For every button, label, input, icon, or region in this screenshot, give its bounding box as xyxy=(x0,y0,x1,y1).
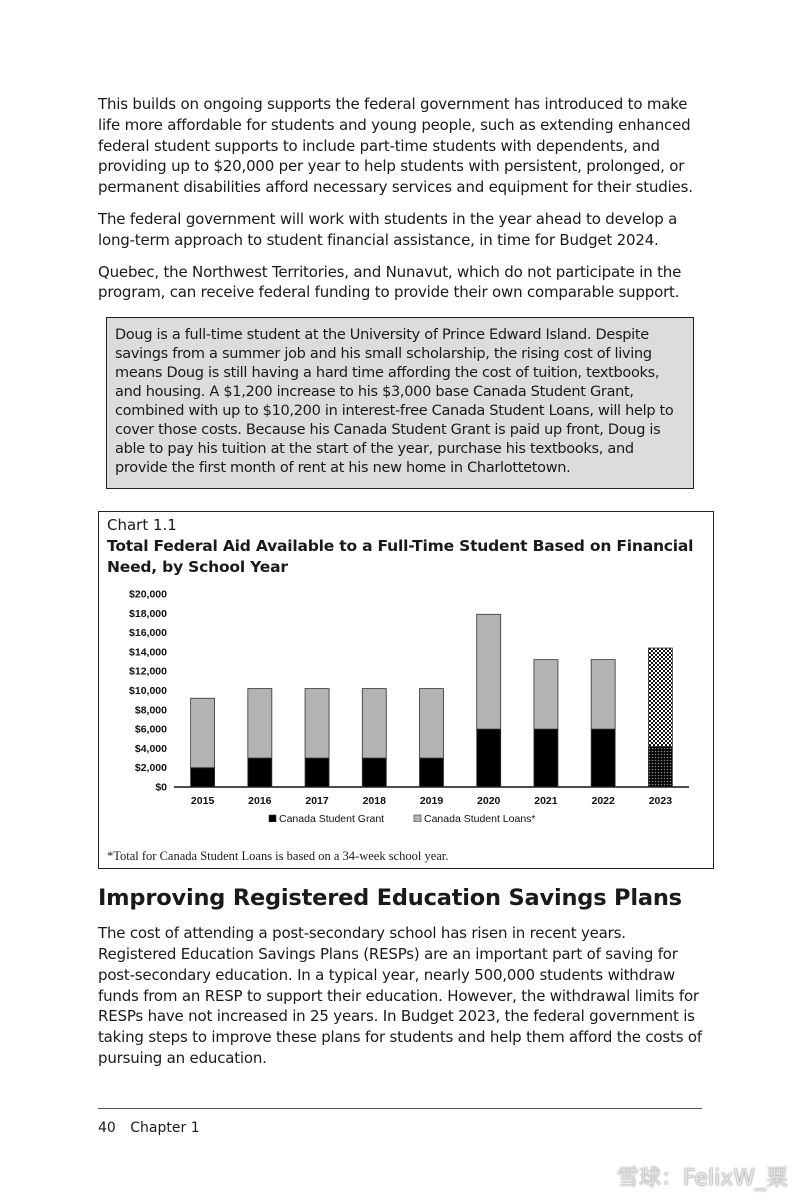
bar-grant xyxy=(534,729,558,787)
y-tick-label: $10,000 xyxy=(129,685,167,698)
body-paragraph: The cost of attending a post-secondary school has risen in recent years. Registered Education Savings Plans (RESPs) are an important part of saving for post-secondary education. In a typical year, nearly 500,000 students withdraw funds from an RESP to support their education. However, the withdrawal limits for RESPs have not increased in 25 years. In Budget 2023, the federal government is taking steps to improve these plans for students and help them afford the costs of pursuing an education. xyxy=(98,924,702,1067)
y-tick-label: $6,000 xyxy=(134,723,167,736)
legend-swatch xyxy=(269,815,276,822)
y-tick-label: $16,000 xyxy=(129,627,167,640)
bar-grant xyxy=(191,768,215,787)
x-tick-label: 2017 xyxy=(305,795,329,808)
page-footer xyxy=(98,1120,210,1136)
chart-container xyxy=(98,511,714,869)
bar-loans xyxy=(420,689,444,758)
bar-grant xyxy=(362,758,386,787)
bar-chart xyxy=(99,582,711,822)
legend-swatch xyxy=(414,815,421,822)
y-tick-label: $12,000 xyxy=(129,665,167,678)
chart-footnote: *Total for Canada Student Loans is based on a 34-week school year. xyxy=(107,849,449,864)
y-tick-label: $0 xyxy=(155,781,167,794)
footer-divider xyxy=(98,1108,702,1109)
bar-loans xyxy=(191,698,215,767)
bar-loans xyxy=(248,689,272,758)
chart-label: Chart 1.1 xyxy=(107,516,177,535)
body-paragraph: This builds on ongoing supports the federal government has introduced to make life more affordable for students and young people, such as extending enhanced federal student supports to include part-time students with dependents, and providing up to $20,000 per year to help students with persistent, prolonged, or permanent disabilities afford necessary services and equipment for their studies. xyxy=(98,95,693,197)
y-tick-label: $8,000 xyxy=(134,704,167,717)
bar-grant xyxy=(648,747,672,788)
bar-grant xyxy=(591,729,615,787)
bar-loans xyxy=(362,689,386,758)
body-paragraph: The federal government will work with students in the year ahead to develop a long-term approach to student financial assistance, in time for Budget 2024. xyxy=(98,209,678,249)
y-tick-label: $14,000 xyxy=(129,646,167,659)
y-tick-label: $4,000 xyxy=(134,743,167,756)
watermark: 雪球：FelixW_粟 xyxy=(617,1166,788,1191)
x-tick-label: 2015 xyxy=(190,795,215,808)
x-tick-label: 2016 xyxy=(248,795,272,808)
bar-loans xyxy=(534,660,558,729)
y-tick-label: $18,000 xyxy=(129,607,167,620)
section-heading: Improving Registered Education Savings Plans xyxy=(98,885,682,912)
bar-grant xyxy=(305,758,329,787)
bar-grant xyxy=(248,758,272,787)
bar-grant xyxy=(420,758,444,787)
bar-loans xyxy=(305,689,329,758)
x-tick-label: 2021 xyxy=(534,795,558,808)
x-tick-label: 2020 xyxy=(477,795,501,808)
x-tick-label: 2022 xyxy=(591,795,615,808)
bar-loans xyxy=(648,648,672,746)
y-tick-label: $2,000 xyxy=(134,762,167,775)
page-number: 40 xyxy=(98,1120,116,1136)
bar-grant xyxy=(477,729,501,787)
body-paragraph: Quebec, the Northwest Territories, and Nunavut, which do not participate in the program, can receive federal funding to provide their own comparable support. xyxy=(98,262,682,302)
legend-label: Canada Student Grant xyxy=(279,813,385,823)
bar-loans xyxy=(477,614,501,729)
example-callout-box: Doug is a full-time student at the University of Prince Edward Island. Despite savings from a summer job and his small scholarship, the rising cost of living means Doug is still having a hard time affording the cost of tuition, textbooks, and housing. A $1,200 increase to his $3,000 base Canada Student Grant, combined with up to $10,200 in interest-free Canada Student Loans, will help to cover those costs. Because his Canada Student Grant is paid up front, Doug is able to pay his tuition at the start of the year, purchase his textbooks, and provide the first month of rent at his new home in Charlottetown. xyxy=(106,317,694,489)
bar-loans xyxy=(591,660,615,729)
x-tick-label: 2018 xyxy=(362,795,386,808)
chart-title: Total Federal Aid Available to a Full-Time Student Based on Financial Need, by School Year xyxy=(107,537,694,577)
x-tick-label: 2019 xyxy=(419,795,444,808)
legend-label: Canada Student Loans* xyxy=(424,813,536,823)
x-tick-label: 2023 xyxy=(648,795,673,808)
chapter-label: Chapter 1 xyxy=(130,1120,200,1136)
page-content xyxy=(98,94,702,1080)
y-tick-label: $20,000 xyxy=(129,588,167,601)
